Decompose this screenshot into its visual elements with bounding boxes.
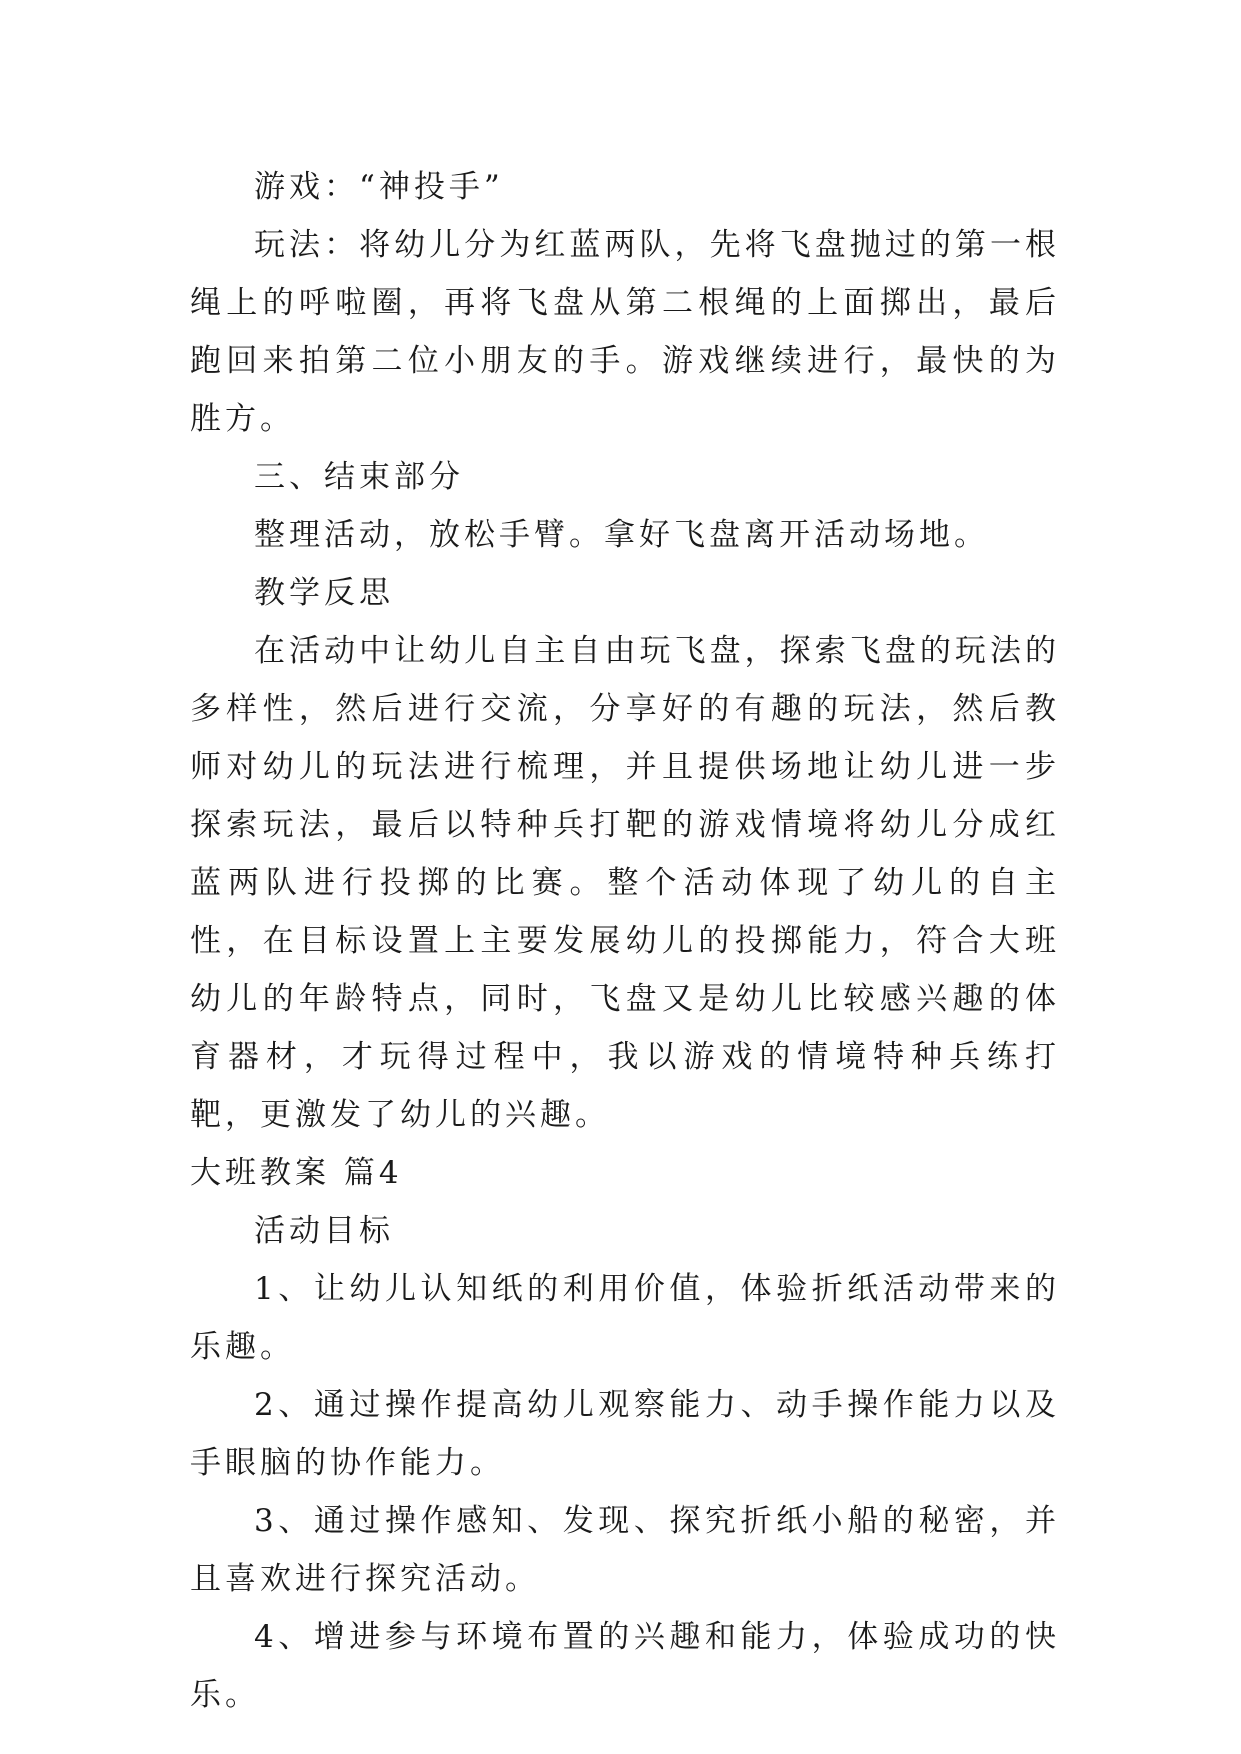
section-ending-heading: 三、结束部分 [254,459,464,495]
goal-item-3: 3、通过操作感知、发现、探究折纸小船的秘密，并且喜欢进行探究活动。 [190,1503,1060,1597]
game-title-paragraph: 游戏：“神投手” [254,169,504,205]
game-rules-paragraph: 玩法：将幼儿分为红蓝两队，先将飞盘抛过的第一根绳上的呼啦圈，再将飞盘从第二根绳的上面掷出，最后跑回来拍第二位小朋友的手。游戏继续进行，最快的为胜方。 [190,227,1060,437]
teaching-reflection-paragraph: 在活动中让幼儿自主自由玩飞盘，探索飞盘的玩法的多样性，然后进行交流，分享好的有趣的玩法，然后教师对幼儿的玩法进行梳理，并且提供场地让幼儿进一步探索玩法，最后以特种兵打靶的游戏情境将幼儿分成红蓝两队进行投掷的比赛。整个活动体现了幼儿的自主性，在目标设置上主要发展幼儿的投掷能力，符合大班幼儿的年龄特点，同时，飞盘又是幼儿比较感兴趣的体育器材，才玩得过程中，我以游戏的情境特种兵练打靶，更激发了幼儿的兴趣。 [190,633,1060,1133]
ending-activity-paragraph: 整理活动，放松手臂。拿好飞盘离开活动场地。 [254,517,989,553]
activity-goals-heading: 活动目标 [254,1213,394,1249]
teaching-reflection-heading: 教学反思 [254,575,394,611]
document-body [190,158,1060,1724]
goal-item-2: 2、通过操作提高幼儿观察能力、动手操作能力以及手眼脑的协作能力。 [190,1387,1060,1481]
lesson-plan-heading: 大班教案 篇4 [190,1155,403,1191]
goal-item-1: 1、让幼儿认知纸的利用价值，体验折纸活动带来的乐趣。 [190,1271,1060,1365]
goal-item-4: 4、增进参与环境布置的兴趣和能力，体验成功的快乐。 [190,1619,1060,1713]
